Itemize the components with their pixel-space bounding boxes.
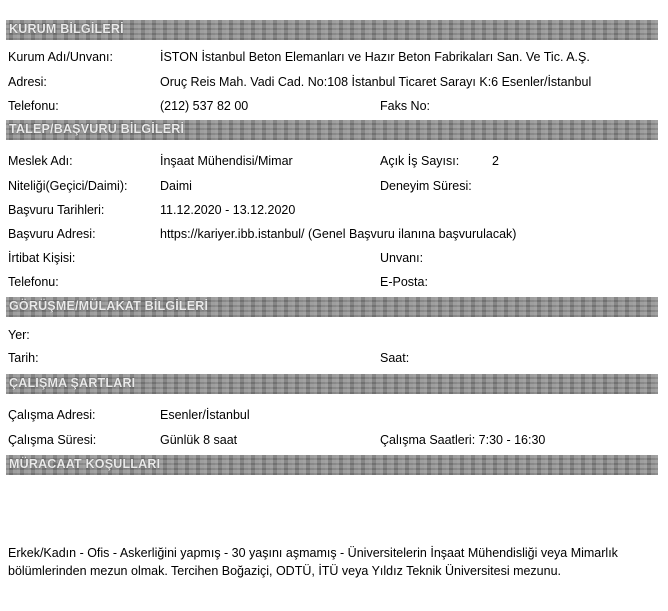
saat-label: Saat: [380,351,410,365]
deneyim-label: Deneyim Süresi: [380,179,472,193]
calisma-adres-label: Çalışma Adresi: [8,408,96,422]
kurum-adi-value: İSTON İstanbul Beton Elemanları ve Hazır Beton Fabrikaları San. Ve Tic. A.Ş. [160,50,590,64]
acik-is-value: 2 [492,154,499,168]
basvuru-adres-value: https://kariyer.ibb.istanbul/ (Genel Başvuru ilanına başvurulacak) [160,227,517,241]
kurum-faks-label: Faks No: [380,99,431,113]
section-title: ÇALIŞMA ŞARTLARI [9,376,136,390]
section-title: GÖRÜŞME/MÜLAKAT BİLGİLERİ [9,299,209,313]
calisma-sure-label: Çalışma Süresi: [8,433,97,447]
irtibat-label: İrtibat Kişisi: [8,251,76,265]
section-header-calisma [6,374,658,394]
meslek-value: İnşaat Mühendisi/Mimar [160,154,293,168]
eposta-label: E-Posta: [380,275,428,289]
calisma-adres-value: Esenler/İstanbul [160,408,250,422]
basvuru-tarih-label: Başvuru Tarihleri: [8,203,105,217]
section-title: TALEP/BAŞVURU BİLGİLERİ [9,122,185,136]
acik-is-label: Açık İş Sayısı: [380,154,460,168]
muracaat-text: Erkek/Kadın - Ofis - Askerliğini yapmış - 30 yaşını aşmamış - Üniversitelerin İnşaat Mühendisliği veya Mimarlık bölümlerinden mezun olmak. Tercihen Boğaziçi, ODTÜ, İTÜ veya Yıldız Teknik Üniversitesi mezunu. [8,546,618,578]
nitelik-value: Daimi [160,179,192,193]
kurum-telefon-label: Telefonu: [8,99,59,113]
section-title: KURUM BİLGİLERİ [9,22,124,36]
unvani-label: Unvanı: [380,251,424,265]
section-header-gorusme [6,297,658,317]
nitelik-label: Niteliği(Geçici/Daimi): [8,179,128,193]
yer-label: Yer: [8,328,30,342]
kurum-adres-label: Adresi: [8,75,47,89]
section-title: MÜRACAAT KOŞULLARI [9,457,161,471]
calisma-sure-value: Günlük 8 saat [160,433,238,447]
section-header-talep [6,120,658,140]
section-header-kurum [6,20,658,40]
calisma-saat-label: Çalışma Saatleri: 7:30 - 16:30 [380,433,546,447]
kurum-telefon-value: (212) 537 82 00 [160,99,249,113]
meslek-label: Meslek Adı: [8,154,73,168]
basvuru-tarih-value: 11.12.2020 - 13.12.2020 [160,203,296,217]
section-header-muracaat [6,455,658,475]
gorusme-tarih-label: Tarih: [8,351,39,365]
kurum-adres-value: Oruç Reis Mah. Vadi Cad. No:108 İstanbul Ticaret Sarayı K:6 Esenler/İstanbul [160,75,592,89]
basvuru-adres-label: Başvuru Adresi: [8,227,96,241]
kurum-adi-label: Kurum Adı/Unvanı: [8,50,113,64]
talep-telefon-label: Telefonu: [8,275,59,289]
